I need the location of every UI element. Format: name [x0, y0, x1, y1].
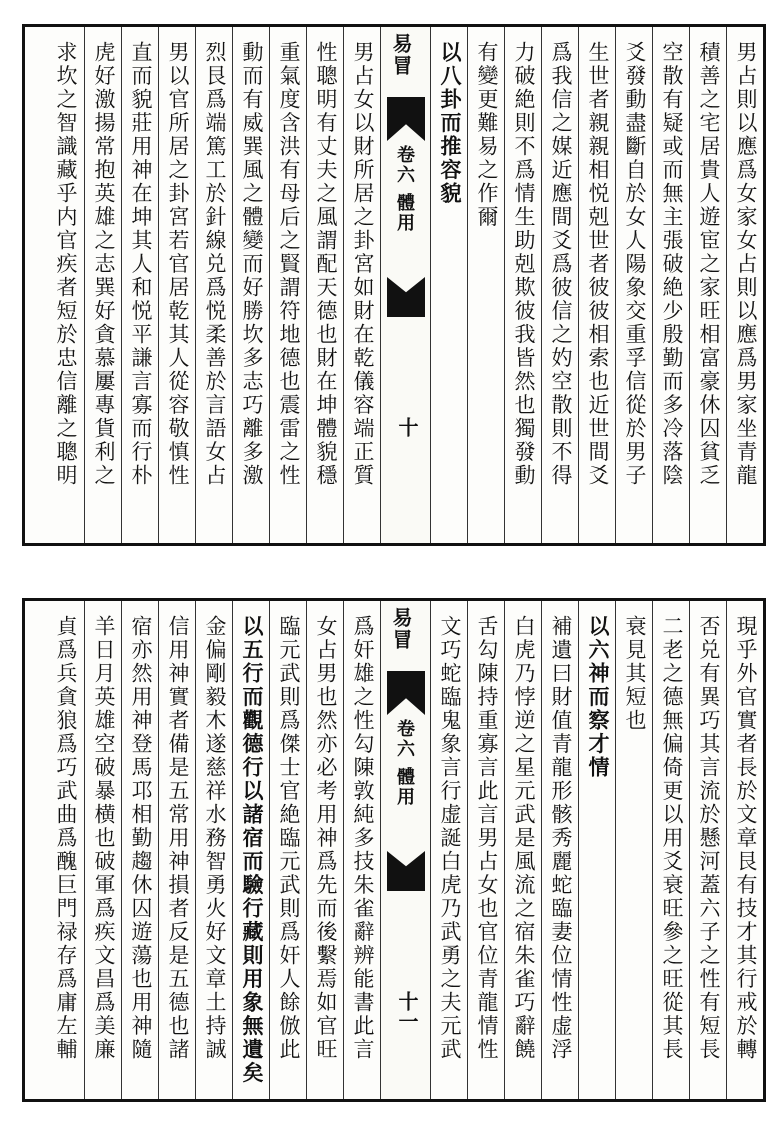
bottom-page-columns	[25, 601, 763, 1099]
fish-tail-mark-lower	[387, 851, 425, 891]
text-column: 積善之宅居貴人遊宦之家旺相富豪休囚貧乏	[689, 27, 726, 543]
folio-number: 十一	[395, 991, 419, 1031]
text-column: 現乎外官實者長於文章艮有技才其行戒於轉	[726, 601, 763, 1099]
text-column: 爻發動盡斷自於女人陽象交重孚信從於男子	[615, 27, 652, 543]
top-page-columns	[25, 27, 763, 543]
text-column: 信用神實者備是五常用神損者反是五德也諸	[158, 601, 195, 1099]
text-column: 白虎乃悖逆之星元武是風流之宿朱雀巧辭饒	[504, 601, 541, 1099]
fish-tail-mark-upper	[387, 671, 425, 715]
section-heading: 以八卦而推容貌	[430, 27, 467, 543]
text-column: 虎好激揚常抱英雄之志巽好貪慕屢專貨利之	[84, 27, 121, 543]
text-column: 求坎之智識藏乎内官疾者短於忠信離之聰明	[54, 41, 78, 488]
text-column: 男以官所居之卦宮若官居乾其人從容敬慎性	[158, 27, 195, 543]
fish-tail-mark-upper	[387, 97, 425, 141]
text-column: 男占女以財所居之卦宮如財在乾儀容端正質	[343, 27, 380, 543]
text-column: 羊日月英雄空破暴横也破軍爲疾文昌爲美廉	[84, 601, 121, 1099]
fish-tail-mark-lower	[387, 277, 425, 317]
text-column: 二老之德無偏倚更以用爻衰旺參之旺從其長	[652, 601, 689, 1099]
volume-label: 卷六 體用	[394, 145, 415, 234]
text-column: 重氣度含洪有母后之賢謂符地德也震雷之性	[269, 27, 306, 543]
text-column: 爲奸雄之性勾陳敦純多技朱雀辭辨能書此言	[343, 601, 380, 1099]
text-column: 力破絶則不爲情生助剋欺彼我皆然也獨發動	[504, 27, 541, 543]
volume-label: 卷六 體用	[394, 719, 415, 808]
book-title: 易冒	[389, 33, 413, 77]
text-column: 補遺曰財值青龍形骸秀麗蛇臨妻位情性虚浮	[541, 601, 578, 1099]
text-column: 生世者親親相悦剋世者彼彼相索也近世間爻	[578, 27, 615, 543]
book-title: 易冒	[389, 607, 413, 651]
text-column: 否兑有異巧其言流於懸河蓋六子之性有短長	[689, 601, 726, 1099]
top-page	[22, 24, 766, 546]
center-gutter	[380, 27, 430, 543]
text-column: 宿亦然用神登馬邛相勤趨休囚遊蕩也用神隨	[121, 601, 158, 1099]
bottom-page	[22, 598, 766, 1102]
text-column: 舌勾陳持重寡言此言男占女也官位青龍情性	[467, 601, 504, 1099]
text-column: 爲我信之媒近應間爻爲彼信之妁空散則不得	[541, 27, 578, 543]
text-column: 男占則以應爲女家女占則以應爲男家坐青龍	[726, 27, 763, 543]
text-column: 文巧蛇臨鬼象言行虚誕白虎乃武勇之夫元武	[430, 601, 467, 1099]
section-heading: 以六神而察才情	[578, 601, 615, 1099]
text-column: 空散有疑或而無主張破絶少殷勤而多冷落陰	[652, 27, 689, 543]
text-column: 性聰明有丈夫之風謂配天德也財在坤體貌穩	[306, 27, 343, 543]
text-column: 金偏剛毅木遂慈祥水務智勇火好文章土持誠	[195, 601, 232, 1099]
center-gutter	[380, 601, 430, 1099]
text-column: 烈艮爲端篤工於針線兑爲悦柔善於言語女占	[195, 27, 232, 543]
text-column: 女占男也然亦必考用神爲先而後繫焉如官旺	[306, 601, 343, 1099]
text-column: 貞爲兵貪狼爲巧武曲爲醜巨門禄存爲庸左輔	[54, 615, 78, 1062]
text-column: 直而貌莊用神在坤其人和悦平謙言寡而行朴	[121, 27, 158, 543]
text-column: 衰見其短也	[615, 601, 652, 1099]
text-column: 臨元武則爲傑士官絶臨元武則爲奸人餘倣此	[269, 601, 306, 1099]
text-column: 有變更難易之作爾	[467, 27, 504, 543]
section-heading: 以五行而觀德行以諸宿而驗行藏則用象無遺矣	[232, 601, 269, 1099]
text-column: 動而有威巽風之體變而好勝坎多志巧離多激	[232, 27, 269, 543]
folio-number: 十	[395, 417, 419, 437]
